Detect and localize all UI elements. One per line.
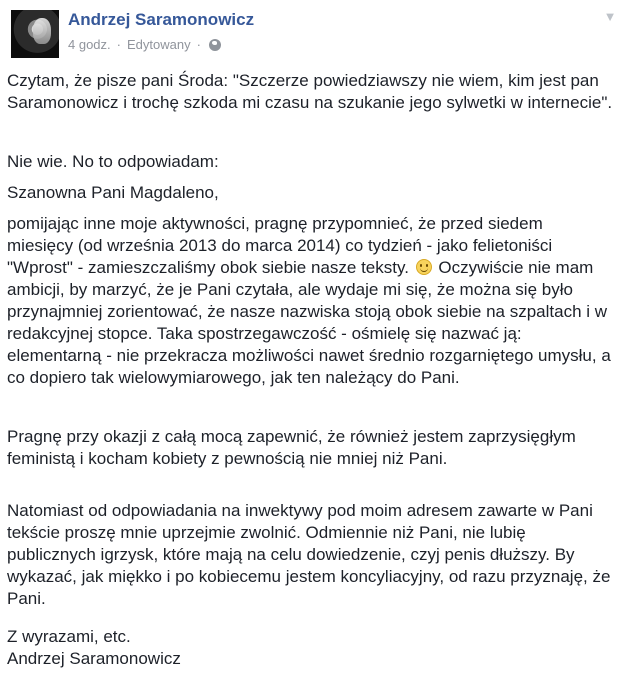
paragraph-6: Natomiast od odpowiadania na inwektywy pod moim adresem zawarte w Pani tekście proszę mnie uprzejmie zwolnić. Odmiennie niż Pani, nie lubię publicznych igrzysk, które mają na celu dowiedzenie, czyj penis dłuższy. By wykazać, jak miękko i po kobiecemu jestem koncyliacyjny, od razu przyznaję, że Pani. bbox=[7, 501, 611, 608]
paragraph-1: Czytam, że pisze pani Środa: "Szczerze powiedziawszy nie wiem, kim jest pan Saramonowicz i trochę szkoda mi czasu na szukanie jego sylwetki w internecie". bbox=[7, 71, 613, 112]
closing-line: Z wyrazami, etc. bbox=[7, 627, 131, 646]
signature-name: Andrzej Saramonowicz bbox=[7, 649, 181, 668]
author-name-link[interactable]: Andrzej Saramonowicz bbox=[68, 10, 255, 29]
chevron-down-icon[interactable]: ▼ bbox=[603, 9, 617, 24]
paragraph-4-part-2: Oczywiście nie mam ambicji, by marzyć, że je Pani czytała, ale wydaje mi się, że można się było przynajmniej zorientować, że nasze nazwiska stoją obok siebie na szpaltach i w redakcyjnej stopce. Taka spostrzegawczość - ośmielę się nazwać ją: elementarną - nie przekracza możliwości nawet średnio rozgarniętego umysłu, a co dopiero tak wielowymiarowego, jak ten należący do Pani. bbox=[7, 258, 611, 387]
paragraph-4 bbox=[7, 213, 613, 389]
signature bbox=[7, 626, 613, 670]
paragraph-4-part-1: pomijając inne moje aktywności, pragnę przypomnieć, że przed siedem miesięcy (od września 2013 do marca 2014) co tydzień - jako felietoniści "Wprost" - zamieszczaliśmy obok siebie nasze teksty. bbox=[7, 214, 553, 277]
globe-icon[interactable] bbox=[209, 39, 221, 51]
paragraph-2: Nie wie. No to odpowiadam: bbox=[7, 152, 219, 171]
post-time-link[interactable]: 4 godz. bbox=[68, 37, 111, 52]
post-header bbox=[0, 0, 623, 62]
paragraph-3: Szanowna Pani Magdaleno, bbox=[7, 183, 219, 202]
post-meta bbox=[68, 37, 221, 52]
meta-separator: · bbox=[116, 37, 121, 52]
edited-link[interactable]: Edytowany bbox=[127, 37, 191, 52]
smiley-icon bbox=[416, 259, 432, 275]
meta-separator-2: · bbox=[196, 37, 201, 52]
paragraph-5: Pragnę przy okazji z całą mocą zapewnić, że również jestem zaprzysięgłym feministą i kocham kobiety z pewnością nie mniej niż Pani. bbox=[7, 427, 576, 468]
author-avatar[interactable] bbox=[11, 10, 59, 58]
